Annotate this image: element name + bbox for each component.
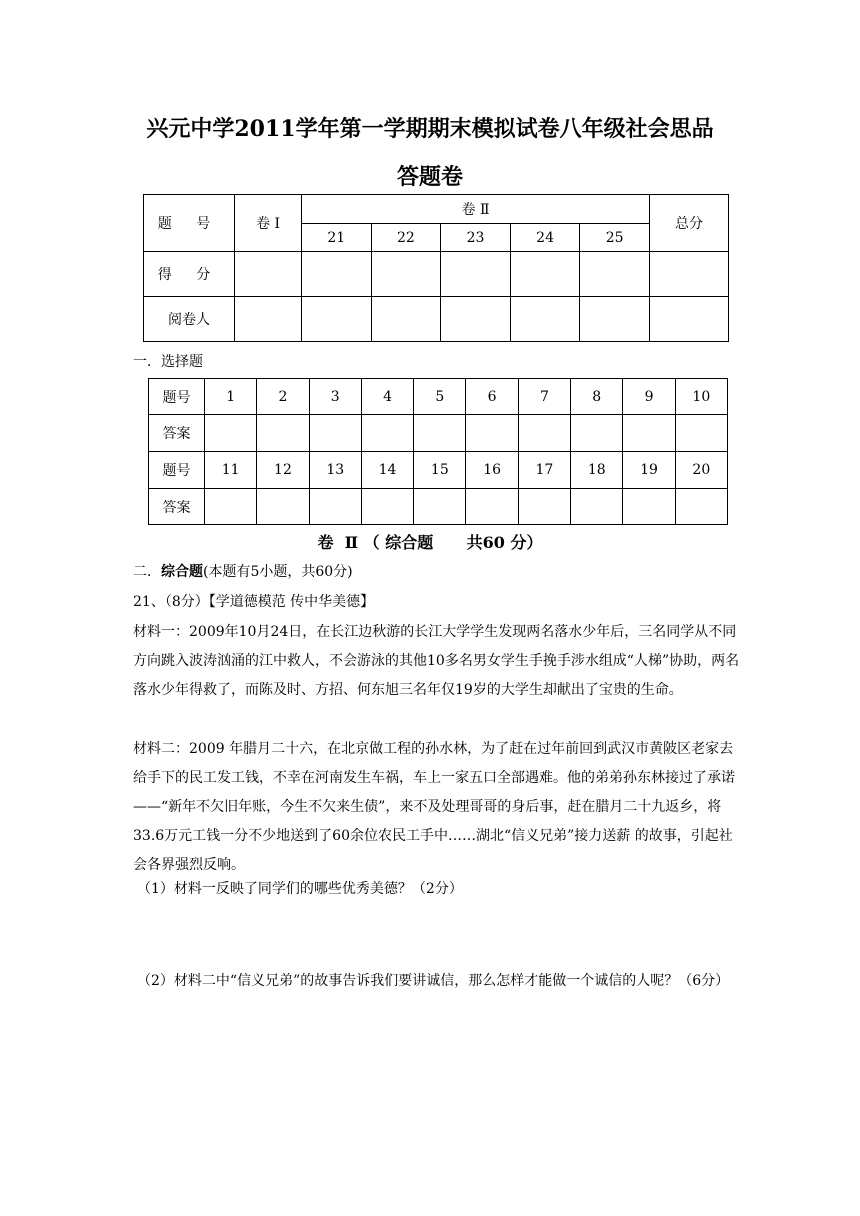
mc-answer-cell	[675, 415, 727, 452]
mc-answer-cell	[623, 415, 675, 452]
score-cell	[510, 252, 580, 297]
score-cell	[371, 252, 441, 297]
score-cell	[580, 252, 650, 297]
score-table-header-label: 题 号	[144, 195, 235, 252]
mc-answer-cell	[205, 415, 257, 452]
grader-cell	[580, 297, 650, 342]
grader-cell	[650, 297, 729, 342]
grader-row-label: 阅卷人	[144, 297, 235, 342]
section2-header: 卷 Ⅱ （ 综合题 共60 分）	[317, 533, 543, 552]
score-table-q24: 24	[510, 224, 580, 252]
score-table	[143, 194, 729, 342]
mc-number: 11	[205, 452, 257, 489]
question-21-1: （1）材料一反映了同学们的哪些优秀美德？（2分）	[137, 881, 463, 897]
mc-number: 19	[623, 452, 675, 489]
exam-subtitle: 答题卷	[396, 164, 463, 190]
mc-number: 18	[571, 452, 623, 489]
mc-number-label: 题号	[149, 452, 205, 489]
score-row-label: 得 分	[144, 252, 235, 297]
material-2: 材料二：2009 年腊月二十六，在北京做工程的孙水林，为了赶在过年前回到武汉市黄陂区老家去给手下的民工发工钱，不幸在河南发生车祸，车上一家五口全部遇难。他的弟弟孙东林接过了承诺——“新年不欠旧年账，今生不欠来生债”，来不及处理哥哥的身后事，赶在腊月二十九返乡，将33.6万元工钱一分不少地送到了60余位农民工手中……湖北“信义兄弟”接力送薪 的故事，引起社会各界强烈反响。	[133, 741, 735, 873]
mc-answer-cell	[361, 415, 413, 452]
score-table-q25: 25	[580, 224, 650, 252]
mc-answer-cell	[571, 489, 623, 525]
mc-number: 20	[675, 452, 727, 489]
mc-number: 14	[361, 452, 413, 489]
section2-note: (本题有5小题，共60分)	[203, 564, 353, 580]
multiple-choice-table	[148, 378, 728, 525]
material-1: 材料一：2009年10月24日，在长江边秋游的长江大学学生发现两名落水少年后，三名同学从不同方向跳入波涛汹涌的江中救人，不会游泳的其他10多名男女学生手挽手涉水组成“人梯”协助，两名落水少年得救了，而陈及时、方招、何东旭三名年仅19岁的大学生却献出了宝贵的生命。	[133, 624, 740, 698]
mc-answer-cell	[518, 489, 570, 525]
mc-answer-cell	[571, 415, 623, 452]
mc-answer-label: 答案	[149, 415, 205, 452]
section2-title: 综合题	[161, 564, 203, 580]
score-cell	[650, 252, 729, 297]
score-table-q22: 22	[371, 224, 441, 252]
mc-number: 16	[466, 452, 518, 489]
section2-heading	[133, 560, 743, 584]
mc-number: 7	[518, 379, 570, 415]
score-table-juan1: 卷 Ⅰ	[235, 195, 302, 252]
mc-answer-cell	[361, 489, 413, 525]
mc-answer-cell	[257, 415, 309, 452]
score-cell	[235, 252, 302, 297]
mc-number: 9	[623, 379, 675, 415]
mc-number: 10	[675, 379, 727, 415]
exam-title: 兴元中学2011学年第一学期期末模拟试卷八年级社会思品	[146, 116, 714, 142]
score-table-juan2: 卷 Ⅱ	[302, 195, 650, 224]
mc-answer-cell	[466, 489, 518, 525]
mc-number: 5	[414, 379, 466, 415]
question-21-2: （2）材料二中“信义兄弟”的故事告诉我们要讲诚信，那么怎样才能做一个诚信的人呢？（6分）	[137, 973, 730, 989]
grader-cell	[441, 297, 511, 342]
grader-cell	[302, 297, 372, 342]
mc-number: 17	[518, 452, 570, 489]
mc-number: 3	[309, 379, 361, 415]
mc-number: 1	[205, 379, 257, 415]
mc-answer-cell	[257, 489, 309, 525]
mc-answer-cell	[309, 489, 361, 525]
mc-answer-cell	[414, 415, 466, 452]
mc-number: 8	[571, 379, 623, 415]
score-table-q21: 21	[302, 224, 372, 252]
mc-number: 15	[414, 452, 466, 489]
mc-answer-cell	[623, 489, 675, 525]
grader-cell	[510, 297, 580, 342]
mc-answer-cell	[414, 489, 466, 525]
mc-number: 4	[361, 379, 413, 415]
score-cell	[441, 252, 511, 297]
mc-number: 12	[257, 452, 309, 489]
mc-answer-cell	[675, 489, 727, 525]
question-21-score: 21、（8分）	[133, 594, 209, 610]
question-21-theme: 【学道德模范 传中华美德】	[208, 594, 375, 610]
grader-cell	[371, 297, 441, 342]
mc-answer-label: 答案	[149, 489, 205, 525]
section2-prefix: 二．	[133, 564, 161, 580]
score-table-q23: 23	[441, 224, 511, 252]
question-21-heading	[133, 590, 743, 614]
mc-answer-cell	[309, 415, 361, 452]
mc-number: 6	[466, 379, 518, 415]
score-table-total: 总分	[650, 195, 729, 252]
mc-number: 2	[257, 379, 309, 415]
mc-answer-cell	[518, 415, 570, 452]
mc-number: 13	[309, 452, 361, 489]
section1-heading: 一．选择题	[133, 354, 203, 370]
grader-cell	[235, 297, 302, 342]
mc-answer-cell	[466, 415, 518, 452]
mc-number-label: 题号	[149, 379, 205, 415]
mc-answer-cell	[205, 489, 257, 525]
score-cell	[302, 252, 372, 297]
